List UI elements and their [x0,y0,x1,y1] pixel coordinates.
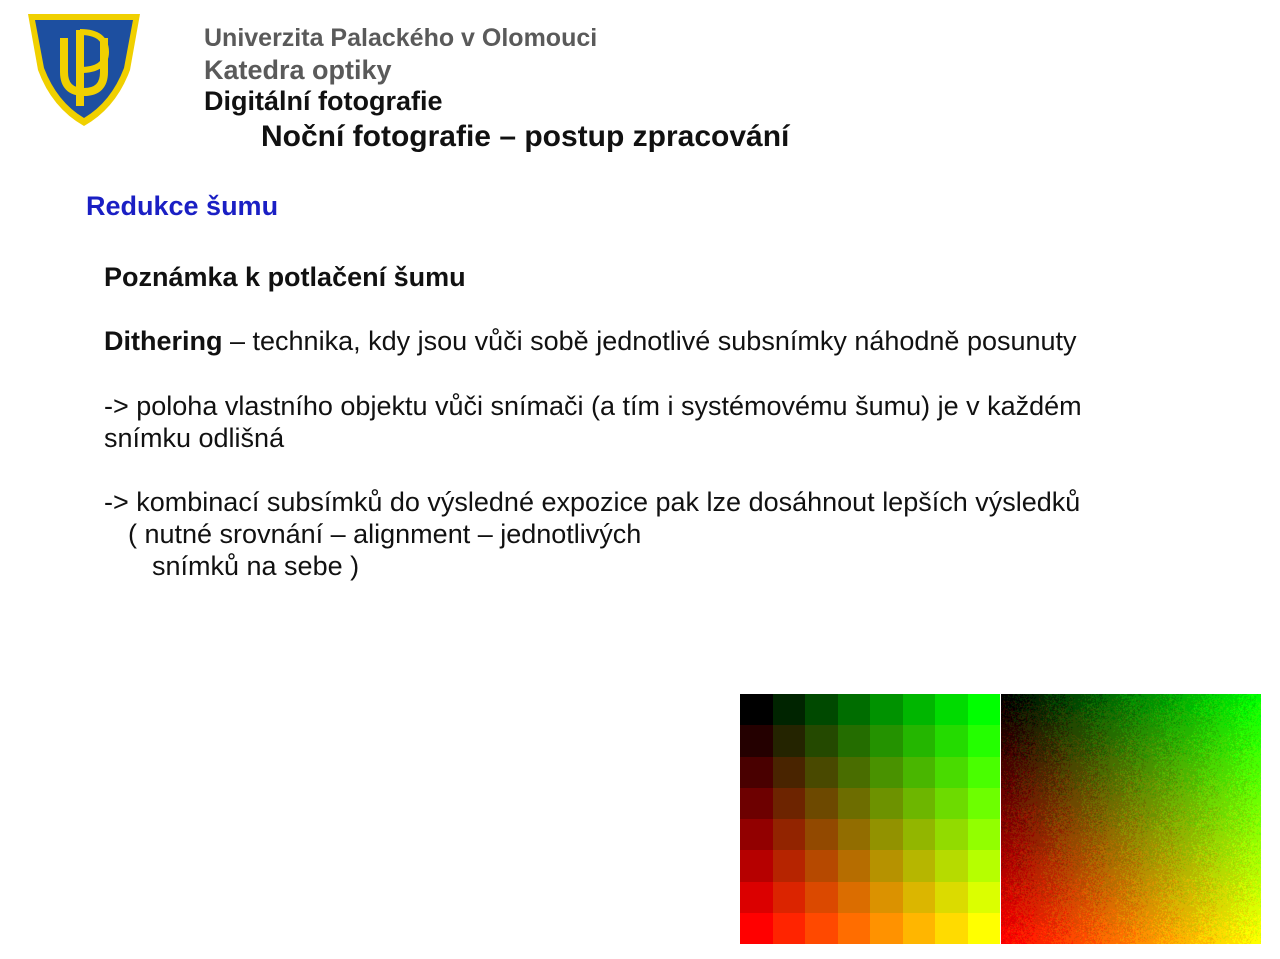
color-step-cell [935,725,968,756]
dithered-gradient [1001,694,1261,944]
color-step-cell [805,694,838,725]
color-step-cell [935,757,968,788]
university-name: Univerzita Palackého v Olomouci [204,24,598,52]
color-step-cell [773,850,806,881]
color-step-cell [773,882,806,913]
point-combination-line-3: snímků na sebe ) [152,551,360,581]
section-title: Redukce šumu [86,191,279,221]
color-step-cell [870,757,903,788]
color-step-cell [903,819,936,850]
color-step-cell [773,757,806,788]
color-step-cell [935,882,968,913]
color-step-cell [968,788,1001,819]
color-step-cell [935,819,968,850]
color-step-cell [838,882,871,913]
color-step-cell [805,757,838,788]
color-step-cell [805,913,838,944]
color-step-cell [773,788,806,819]
color-step-cell [968,725,1001,756]
color-step-cell [903,725,936,756]
color-step-cell [773,913,806,944]
point-position-line-1: -> poloha vlastního objektu vůči snímači (a tím i systémovému šumu) je v každém [104,391,1082,421]
color-step-cell [935,694,968,725]
color-step-cell [805,788,838,819]
color-step-cell [773,819,806,850]
color-step-cell [838,850,871,881]
color-step-cell [903,850,936,881]
color-step-cell [903,913,936,944]
point-position-line-2: snímku odlišná [104,423,285,453]
color-step-cell [870,725,903,756]
color-step-cell [870,694,903,725]
color-step-cell [805,882,838,913]
color-step-cell [838,725,871,756]
color-step-cell [740,694,773,725]
color-step-cell [805,850,838,881]
point-combination-line-2: ( nutné srovnání – alignment – jednotlivých [128,519,642,549]
color-step-cell [740,882,773,913]
color-step-cell [773,725,806,756]
color-step-cell [968,694,1001,725]
color-step-cell [903,757,936,788]
color-step-cell [870,913,903,944]
slide-title: Noční fotografie – postup zpracování [261,120,790,153]
color-step-cell [740,819,773,850]
color-step-cell [968,913,1001,944]
university-logo-icon [26,10,142,128]
color-step-cell [838,788,871,819]
color-step-cell [740,913,773,944]
color-step-cell [968,819,1001,850]
point-combination [104,486,1080,582]
color-step-cell [838,913,871,944]
color-step-cell [935,913,968,944]
course-name: Digitální fotografie [204,86,443,116]
color-step-cell [740,850,773,881]
dithering-term: Dithering [104,326,223,356]
department-name: Katedra optiky [204,55,392,85]
color-step-cell [968,850,1001,881]
color-step-cell [838,757,871,788]
color-step-cell [740,757,773,788]
color-step-cell [903,882,936,913]
color-step-cell [838,819,871,850]
color-step-cell [870,882,903,913]
color-step-cell [870,788,903,819]
dithering-text: – technika, kdy jsou vůči sobě jednotlivé subsnímky náhodně posunuty [222,326,1077,356]
color-step-cell [870,819,903,850]
point-position [104,390,1082,454]
color-step-cell [740,725,773,756]
color-step-cell [968,882,1001,913]
color-step-cell [935,788,968,819]
color-step-grid [740,694,1000,944]
color-step-cell [838,694,871,725]
color-step-cell [968,757,1001,788]
color-step-cell [870,850,903,881]
color-step-cell [935,850,968,881]
point-combination-line-1: -> kombinací subsímků do výsledné expozice pak lze dosáhnout lepších výsledků [104,487,1081,517]
note-heading: Poznámka k potlačení šumu [104,262,466,292]
color-step-cell [805,725,838,756]
dithering-definition [104,325,1077,357]
color-step-cell [740,788,773,819]
color-step-cell [903,788,936,819]
color-step-cell [773,694,806,725]
color-step-cell [903,694,936,725]
color-step-cell [805,819,838,850]
